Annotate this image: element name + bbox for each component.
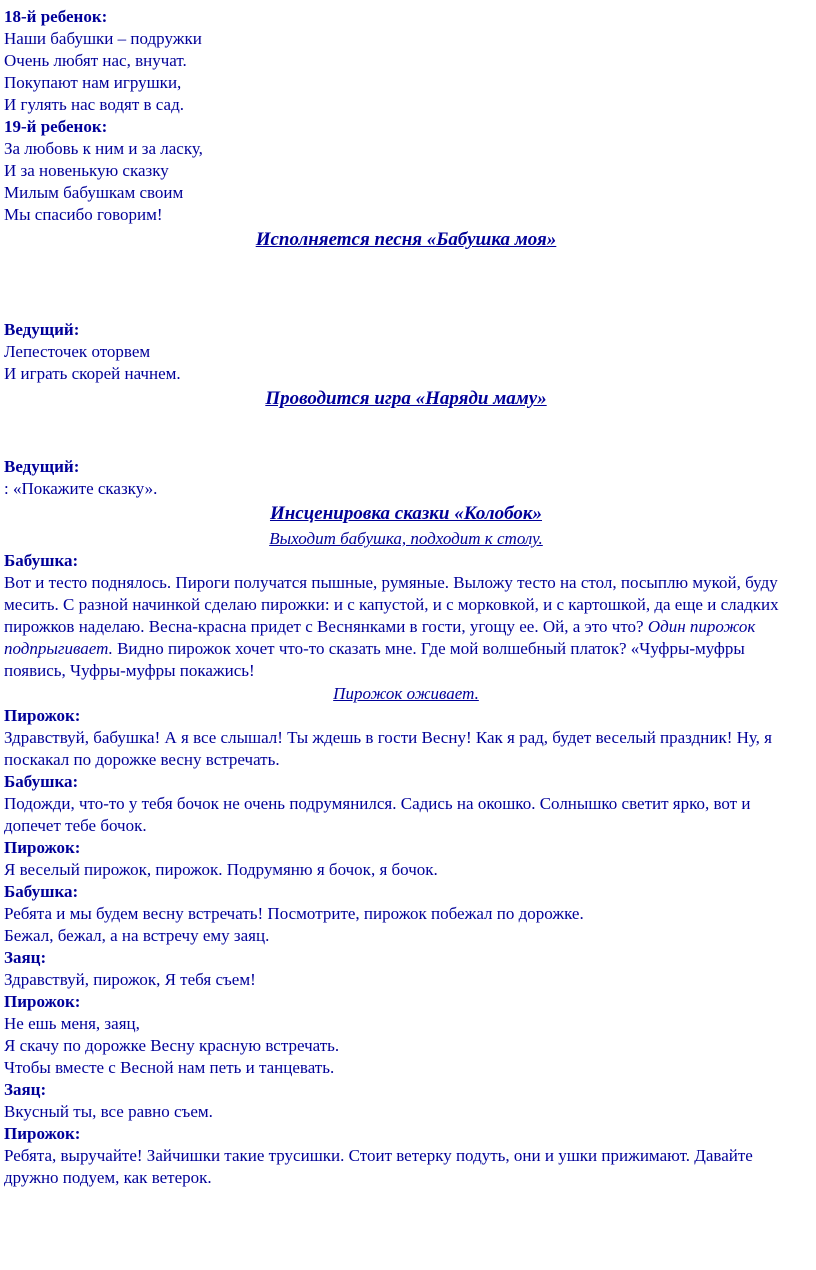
script-line: Лепесточек оторвем — [4, 342, 151, 361]
script-line: За любовь к ним и за ласку, — [4, 139, 203, 158]
script-line: Вкусный ты, все равно съем. — [4, 1102, 213, 1121]
text-run: Вот и тесто поднялось. Пироги получатся пышные, румяные. Выложу тесто на стол, посыплю мукой, буду месить. С разной начинкой сделаю пирожки: и с капустой, и с морковкой, и с картошкой, да еще и сладких пирожков наделаю. Весна-красна придет с Веснянками в гости, угощу ее. Ой, а это что? — [4, 573, 779, 636]
speaker-label: Бабушка: — [4, 882, 79, 901]
text-run: Видно пирожок хочет что-то сказать мне. Где мой волшебный платок? «Чуфры-муфры появись, Чуфры-муфры покажись! — [4, 639, 745, 680]
speaker-label: Пирожок: — [4, 1124, 81, 1143]
blank-line — [4, 297, 808, 319]
script-line: Я скачу по дорожке Весну красную встречать. — [4, 1036, 340, 1055]
script-paragraph: Ребята, выручайте! Зайчишки такие трусишки. Стоит ветерку подуть, они и ушки прижимают. Давайте дружно подуем, как ветерок. — [4, 1146, 753, 1187]
script-paragraph — [4, 572, 808, 682]
script-line: Покупают нам игрушки, — [4, 73, 182, 92]
script-line: Здравствуй, пирожок, Я тебя съем! — [4, 970, 256, 989]
stage-direction: Пирожок оживает. — [333, 684, 479, 703]
speaker-label: Заяц: — [4, 948, 47, 967]
speaker-label: 18-й ребенок: — [4, 7, 108, 26]
script-line: Чтобы вместе с Весной нам петь и танцевать. — [4, 1058, 335, 1077]
script-line: Мы спасибо говорим! — [4, 205, 163, 224]
script-line: И за новенькую сказку — [4, 161, 169, 180]
script-line: Не ешь меня, заяц, — [4, 1014, 140, 1033]
speaker-label: 19-й ребенок: — [4, 117, 108, 136]
script-line: Наши бабушки – подружки — [4, 29, 202, 48]
script-paragraph: Здравствуй, бабушка! А я все слышал! Ты ждешь в гости Весну! Как я рад, будет веселый праздник! Ну, я поскакал по дорожке весну встречать. — [4, 728, 773, 769]
blank-line — [4, 275, 808, 297]
speaker-label: Бабушка: — [4, 551, 79, 570]
script-line: Очень любят нас, внучат. — [4, 51, 187, 70]
script-line: И гулять нас водят в сад. — [4, 95, 184, 114]
event-heading: Инсценировка сказки «Колобок» — [269, 503, 543, 524]
speaker-label: Ведущий: — [4, 320, 80, 339]
script-line: Бежал, бежал, а на встречу ему заяц. — [4, 926, 270, 945]
script-line: Я веселый пирожок, пирожок. Подрумяню я бочок, я бочок. — [4, 860, 438, 879]
script-line: Милым бабушкам своим — [4, 183, 184, 202]
speaker-label: Ведущий: — [4, 457, 80, 476]
script-paragraph: Подожди, что-то у тебя бочок не очень подрумянился. Садись на окошко. Солнышко светит ярко, вот и допечет тебе бочок. — [4, 794, 751, 835]
speaker-label: Пирожок: — [4, 992, 81, 1011]
stage-direction: Выходит бабушка, подходит к столу. — [269, 529, 543, 548]
event-heading: Проводится игра «Наряди маму» — [265, 388, 547, 409]
blank-line — [4, 253, 808, 275]
event-heading: Исполняется песня «Бабушка моя» — [255, 229, 557, 250]
blank-line — [4, 412, 808, 434]
speaker-label: Бабушка: — [4, 772, 79, 791]
blank-line — [4, 434, 808, 456]
speaker-label: Пирожок: — [4, 706, 81, 725]
inline-stage-direction: Один пирожок подпрыгивает. — [4, 617, 756, 658]
speaker-label: Пирожок: — [4, 838, 81, 857]
script-line: И играть скорей начнем. — [4, 364, 181, 383]
script-line: : «Покажите сказку». — [4, 479, 158, 498]
script-line: Ребята и мы будем весну встречать! Посмотрите, пирожок побежал по дорожке. — [4, 904, 584, 923]
speaker-label: Заяц: — [4, 1080, 47, 1099]
